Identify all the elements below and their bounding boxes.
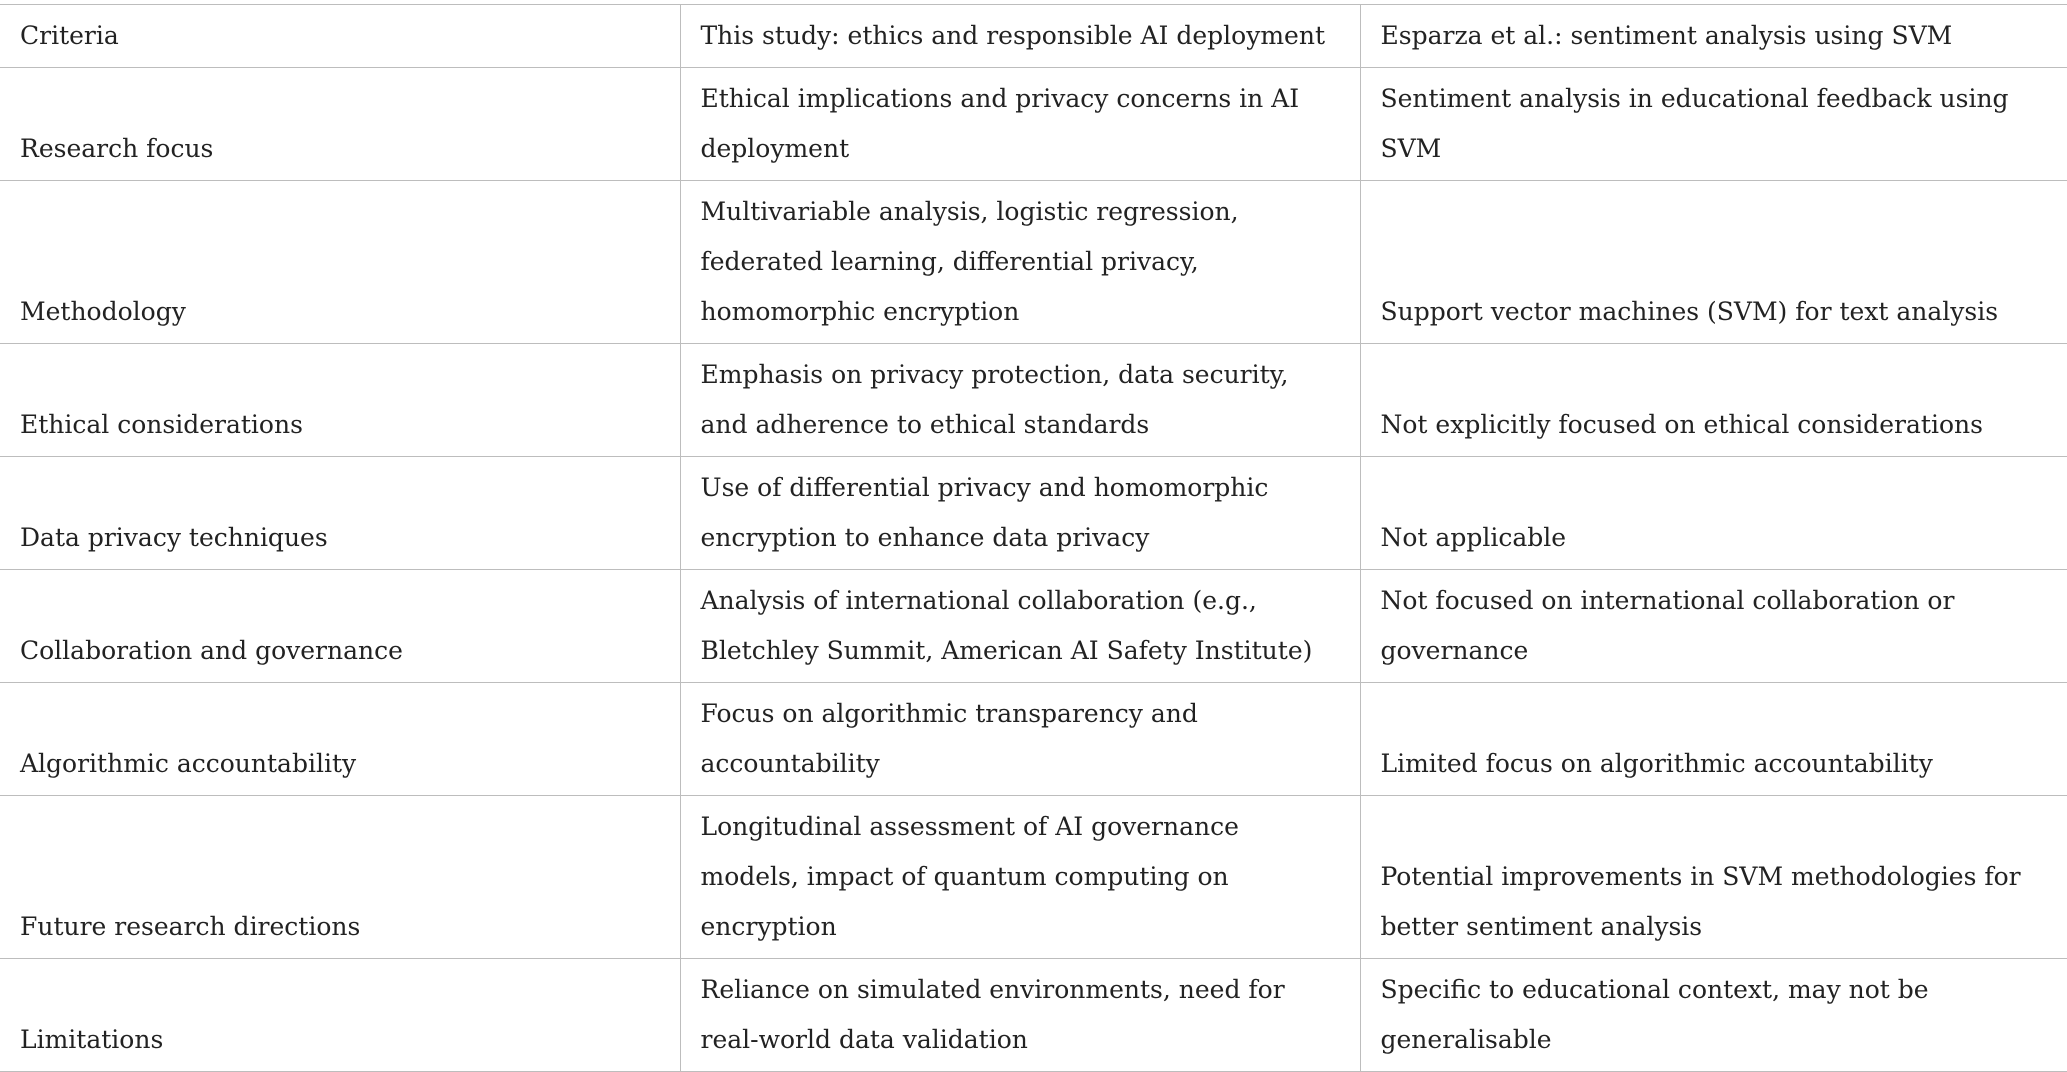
header-criteria: Criteria bbox=[0, 5, 680, 68]
table-row bbox=[0, 796, 2067, 959]
row-this-study-cell: Longitudinal assessment of AI governance models, impact of quantum computing on encryption bbox=[680, 796, 1360, 959]
comparison-table-container bbox=[0, 4, 2067, 1072]
row-criteria-cell: Collaboration and governance bbox=[0, 570, 680, 683]
row-this-study-cell: Analysis of international collaboration (e.g., Bletchley Summit, American AI Safety Institute) bbox=[680, 570, 1360, 683]
row-this-study-cell: Multivariable analysis, logistic regression, federated learning, differential privacy, homomorphic encryption bbox=[680, 181, 1360, 344]
row-criteria-cell: Methodology bbox=[0, 181, 680, 344]
comparison-table bbox=[0, 4, 2067, 1072]
row-criteria-cell: Algorithmic accountability bbox=[0, 683, 680, 796]
header-esparza: Esparza et al.: sentiment analysis using SVM bbox=[1360, 5, 2067, 68]
row-this-study-cell: Emphasis on privacy protection, data security, and adherence to ethical standards bbox=[680, 344, 1360, 457]
row-this-study-cell: Reliance on simulated environments, need for real-world data validation bbox=[680, 959, 1360, 1072]
table-row bbox=[0, 457, 2067, 570]
row-this-study-cell: Focus on algorithmic transparency and accountability bbox=[680, 683, 1360, 796]
table-row bbox=[0, 959, 2067, 1072]
row-esparza-cell: Potential improvements in SVM methodologies for better sentiment analysis bbox=[1360, 796, 2067, 959]
row-criteria-cell: Ethical considerations bbox=[0, 344, 680, 457]
table-row bbox=[0, 683, 2067, 796]
row-this-study-cell: Use of differential privacy and homomorphic encryption to enhance data privacy bbox=[680, 457, 1360, 570]
table-row bbox=[0, 570, 2067, 683]
row-criteria-cell: Data privacy techniques bbox=[0, 457, 680, 570]
row-esparza-cell: Sentiment analysis in educational feedback using SVM bbox=[1360, 68, 2067, 181]
row-criteria-cell: Future research directions bbox=[0, 796, 680, 959]
row-esparza-cell: Limited focus on algorithmic accountability bbox=[1360, 683, 2067, 796]
row-criteria-cell: Research focus bbox=[0, 68, 680, 181]
header-this-study: This study: ethics and responsible AI deployment bbox=[680, 5, 1360, 68]
row-this-study-cell: Ethical implications and privacy concerns in AI deployment bbox=[680, 68, 1360, 181]
row-esparza-cell: Not applicable bbox=[1360, 457, 2067, 570]
row-esparza-cell: Specific to educational context, may not be generalisable bbox=[1360, 959, 2067, 1072]
row-criteria-cell: Limitations bbox=[0, 959, 680, 1072]
row-esparza-cell: Not focused on international collaboration or governance bbox=[1360, 570, 2067, 683]
table-row bbox=[0, 344, 2067, 457]
table-row bbox=[0, 181, 2067, 344]
table-row bbox=[0, 68, 2067, 181]
row-esparza-cell: Support vector machines (SVM) for text analysis bbox=[1360, 181, 2067, 344]
row-esparza-cell: Not explicitly focused on ethical considerations bbox=[1360, 344, 2067, 457]
table-header-row bbox=[0, 5, 2067, 68]
